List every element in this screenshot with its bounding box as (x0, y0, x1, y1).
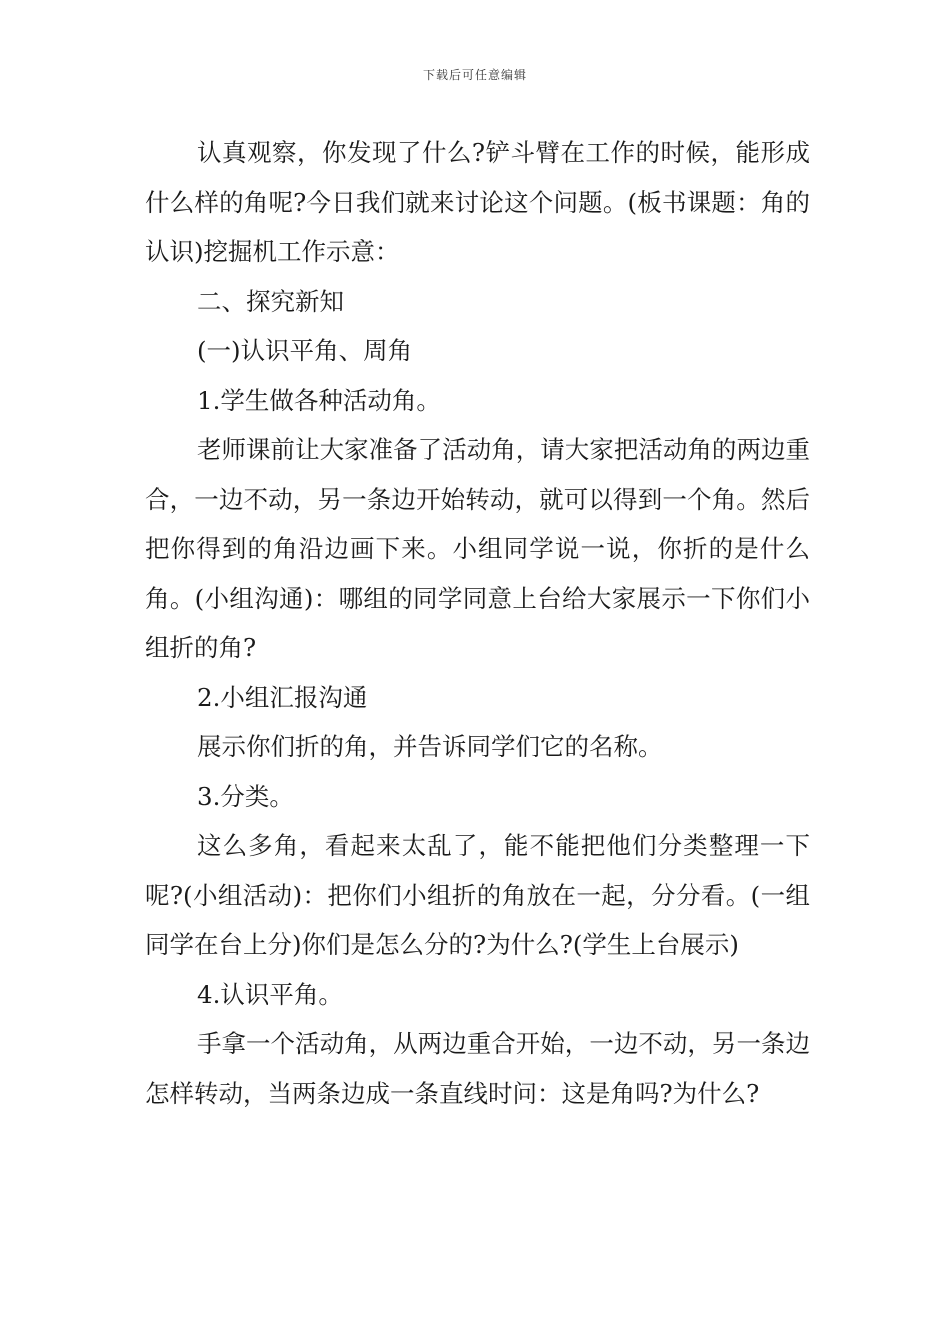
paragraph-intro: 认真观察，你发现了什么?铲斗臂在工作的时候，能形成什么样的角呢?今日我们就来讨论这个问题。(板书课题：角的认识)挖掘机工作示意： (145, 138, 810, 266)
document-body (145, 128, 810, 1118)
paragraph: 展示你们折的角，并告诉同学们它的名称。 (197, 732, 663, 761)
paragraph: 这么多角，看起来太乱了，能不能把他们分类整理一下呢?(小组活动)：把你们小组折的角放在一起，分分看。(一组同学在台上分)你们是怎么分的?为什么?(学生上台展示) (145, 831, 810, 959)
subsection-heading: (一)认识平角、周角 (197, 336, 413, 365)
step-heading: 2.小组汇报沟通 (197, 682, 368, 712)
step-heading: 4.认识平角。 (197, 979, 343, 1009)
paragraph: 手拿一个活动角，从两边重合开始，一边不动，另一条边怎样转动，当两条边成一条直线时问：这是角吗?为什么? (145, 1029, 810, 1108)
step-heading: 3.分类。 (197, 781, 294, 811)
paragraph: 老师课前让大家准备了活动角，请大家把活动角的两边重合，一边不动，另一条边开始转动，就可以得到一个角。然后把你得到的角沿边画下来。小组同学说一说，你折的是什么角。(小组沟通)：哪组的同学同意上台给大家展示一下你们小组折的角? (145, 435, 810, 662)
step-heading: 1.学生做各种活动角。 (197, 385, 441, 415)
section-heading: 二、探究新知 (197, 286, 344, 316)
header-note: 下载后可任意编辑 (422, 68, 527, 82)
